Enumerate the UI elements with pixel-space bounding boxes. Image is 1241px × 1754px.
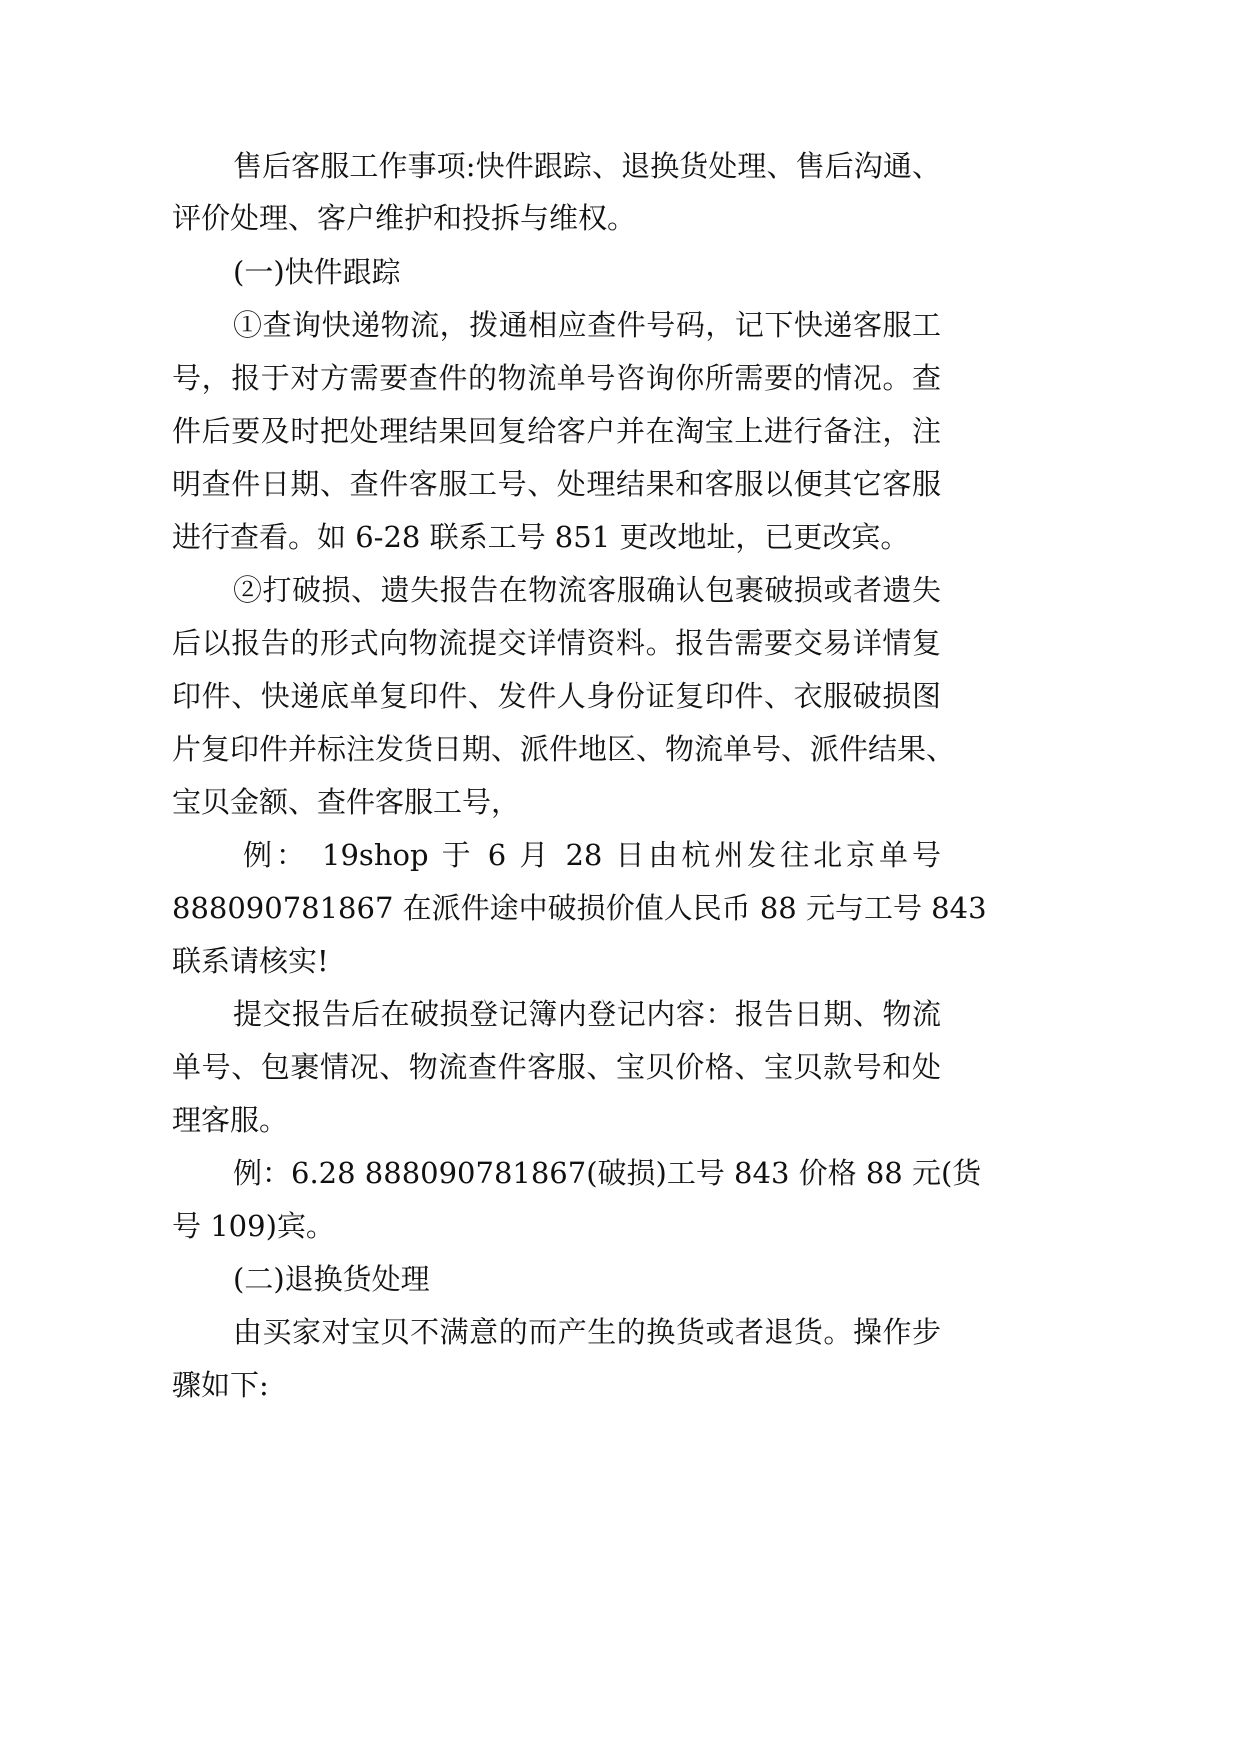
text-line: 例： 19shop 于 6 月 28 日由杭州发往北京单号 — [243, 838, 941, 872]
text-line: 联系请核实! — [172, 944, 329, 978]
text-line: 单号、包裹情况、物流查件客服、宝贝价格、宝贝款号和处 — [172, 1050, 941, 1084]
text-line: 888090781867 在派件途中破损价值人民币 88 元与工号 843 — [172, 891, 987, 925]
text-line: ②打破损、遗失报告在物流客服确认包裹破损或者遗失 — [233, 573, 941, 607]
text-line: 号 109)宾。 — [172, 1209, 335, 1243]
text-line: 骤如下: — [172, 1368, 269, 1402]
section-heading: (二)退换货处理 — [233, 1262, 430, 1296]
text-line: 评价处理、客户维护和投拆与维权。 — [172, 201, 637, 235]
text-line: 理客服。 — [172, 1103, 289, 1137]
text-line: 片复印件并标注发货日期、派件地区、物流单号、派件结果、 — [172, 732, 956, 766]
text-line: 进行查看。如 6-28 联系工号 851 更改地址，已更改宾。 — [172, 520, 910, 554]
text-line: 号，报于对方需要查件的物流单号咨询你所需要的情况。查 — [172, 361, 941, 395]
text-line: 后以报告的形式向物流提交详情资料。报告需要交易详情复 — [172, 626, 941, 660]
section-heading: (一)快件跟踪 — [233, 255, 401, 289]
text-line: 售后客服工作事项:快件跟踪、退换货处理、售后沟通、 — [233, 149, 941, 183]
text-line: ①查询快递物流，拨通相应查件号码，记下快递客服工 — [233, 308, 941, 342]
text-line: 由买家对宝贝不满意的而产生的换货或者退货。操作步 — [233, 1315, 941, 1349]
text-line: 宝贝金额、查件客服工号， — [172, 785, 521, 819]
text-line: 印件、快递底单复印件、发件人身份证复印件、衣服破损图 — [172, 679, 941, 713]
text-line: 提交报告后在破损登记簿内登记内容：报告日期、物流 — [233, 997, 941, 1031]
text-line: 例：6.28 888090781867(破损)工号 843 价格 88 元(货 — [233, 1156, 982, 1190]
text-line: 件后要及时把处理结果回复给客户并在淘宝上进行备注，注 — [172, 414, 941, 448]
text-line: 明查件日期、查件客服工号、处理结果和客服以便其它客服 — [172, 467, 941, 501]
